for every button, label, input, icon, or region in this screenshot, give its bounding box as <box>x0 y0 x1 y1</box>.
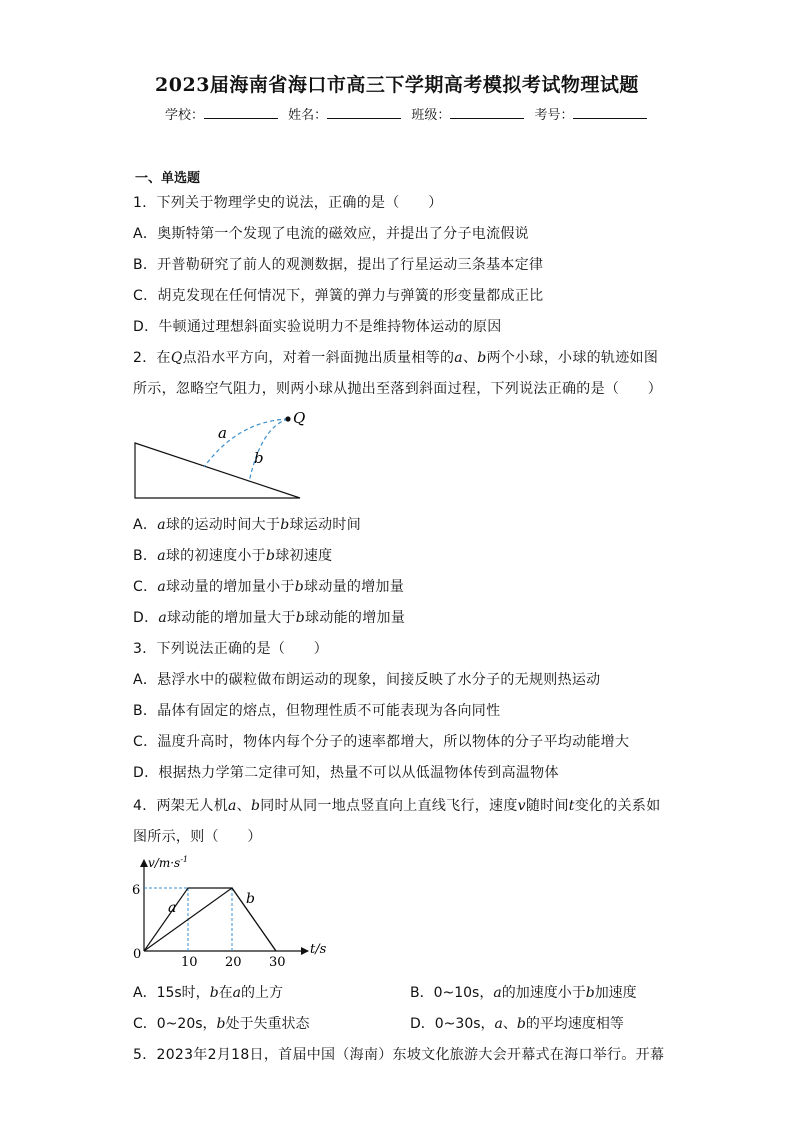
q4-option-a: A．15s时，b在a的上方 <box>133 985 284 1001</box>
q2-stem: 2．在Q点沿水平方向，对着一斜面抛出质量相等的a、b两个小球，小球的轨迹如图 <box>133 350 659 366</box>
q2-option-c: C．a球动量的增加量小于b球动量的增加量 <box>133 579 405 595</box>
q4-vt-chart <box>128 850 338 972</box>
q2-option-b: B．a球的初速度小于b球初速度 <box>133 548 333 564</box>
label-b: b <box>254 449 264 467</box>
q2-figure <box>128 405 313 505</box>
label-a: a <box>218 424 227 442</box>
x-tick-20: 20 <box>225 955 242 970</box>
q4-option-c: C．0~20s，b处于失重状态 <box>133 1016 310 1032</box>
q1-option-b: B．开普勒研究了前人的观测数据，提出了行星运动三条基本定律 <box>133 257 544 273</box>
class-blank[interactable] <box>450 106 524 119</box>
x-axis-label: t/s <box>310 942 327 957</box>
q4-stem: 4．两架无人机a、b同时从同一地点竖直向上直线飞行，速度v随时间t变化的关系如 <box>133 798 661 814</box>
school-blank[interactable] <box>204 106 278 119</box>
q2-stem-line2: 所示，忽略空气阻力，则两小球从抛出至落到斜面过程，下列说法正确的是（ ） <box>133 381 663 397</box>
series-a-line <box>144 888 276 951</box>
q2-option-d: D．a球动能的增加量大于b球动能的增加量 <box>133 610 406 626</box>
class-label: 班级： <box>411 108 451 123</box>
q1-option-d: D．牛顿通过理想斜面实验说明力不是维持物体运动的原因 <box>133 319 502 335</box>
q2-option-a: A．a球的运动时间大于b球运动时间 <box>133 517 362 533</box>
q3-option-d: D．根据热力学第二定律可知，热量不可以从低温物体传到高温物体 <box>133 765 559 781</box>
point-q <box>285 416 290 421</box>
x-tick-10: 10 <box>181 955 198 970</box>
q4-option-b: B．0~10s，a的加速度小于b加速度 <box>410 985 637 1001</box>
y-axis-label: $v/m\cdot s^{-1}$ <box>148 855 188 870</box>
series-b-line <box>144 888 276 951</box>
series-b-label: b <box>246 891 255 907</box>
q1-stem: 1．下列关于物理学史的说法，正确的是（ ） <box>133 195 443 211</box>
series-a-label: a <box>168 900 177 916</box>
exam-number-label: 考号： <box>534 108 574 123</box>
q5-stem: 5．2023年2月18日，首届中国（海南）东坡文化旅游大会开幕式在海口举行。开幕 <box>133 1047 665 1063</box>
q4-option-d: D．0~30s，a、b的平均速度相等 <box>410 1016 624 1032</box>
q3-option-b: B．晶体有固定的熔点，但物理性质不可能表现为各向同性 <box>133 703 501 719</box>
label-q: Q <box>293 409 306 427</box>
q3-option-a: A．悬浮水中的碳粒做布朗运动的现象，间接反映了水分子的无规则热运动 <box>133 672 601 688</box>
name-blank[interactable] <box>327 106 401 119</box>
name-label: 姓名： <box>288 108 328 123</box>
exam-number-blank[interactable] <box>573 106 647 119</box>
q1-option-c: C．胡克发现在任何情况下，弹簧的弹力与弹簧的形变量都成正比 <box>133 288 544 304</box>
q4-stem-line2: 图所示，则（ ） <box>133 829 262 845</box>
q3-option-c: C．温度升高时，物体内每个分子的速率都增大，所以物体的分子平均动能增大 <box>133 734 630 750</box>
origin-label: 0 <box>133 947 142 962</box>
student-info-line <box>165 104 653 123</box>
y-tick-6: 6 <box>132 883 141 898</box>
q3-stem: 3．下列说法正确的是（ ） <box>133 641 329 657</box>
school-label: 学校： <box>165 108 205 123</box>
page-title: 2023届海南省海口市高三下学期高考模拟考试物理试题 <box>155 74 639 96</box>
x-tick-30: 30 <box>269 955 286 970</box>
section-title: 一、单选题 <box>135 171 201 186</box>
q1-option-a: A．奥斯特第一个发现了电流的磁效应，并提出了分子电流假说 <box>133 226 529 242</box>
